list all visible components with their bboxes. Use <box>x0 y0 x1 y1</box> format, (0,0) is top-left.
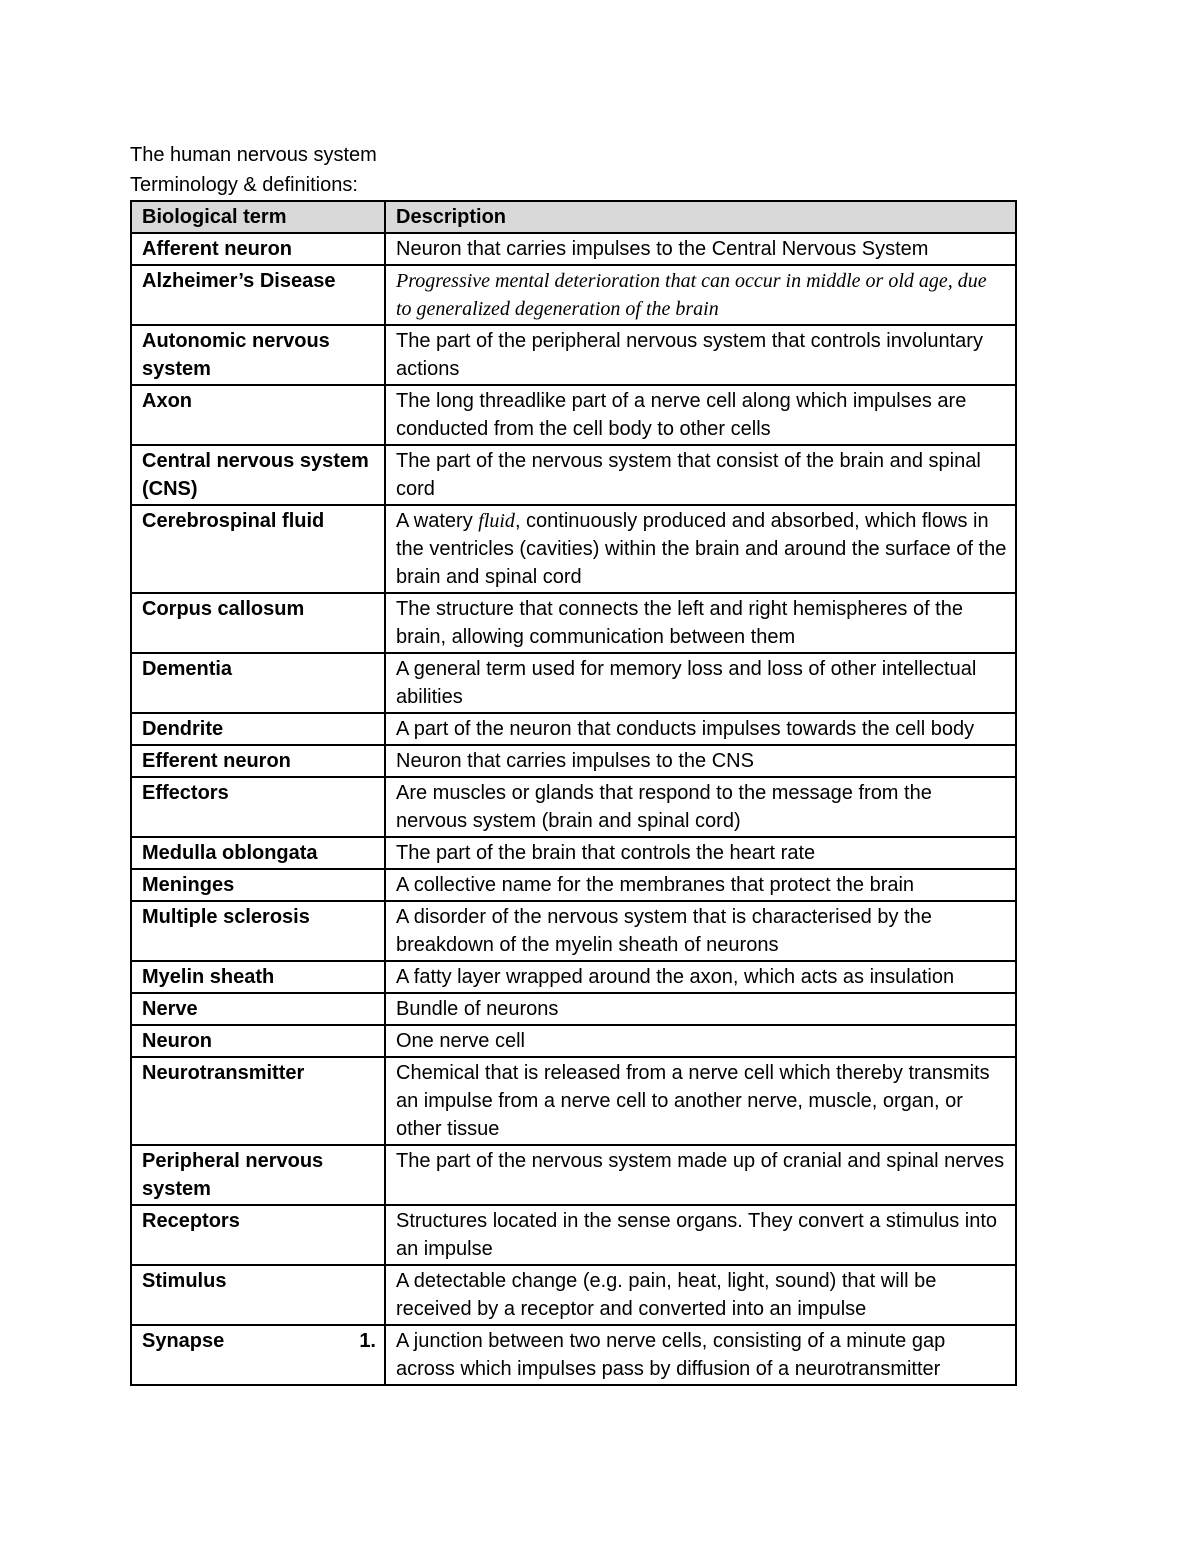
table-row <box>131 385 1016 445</box>
term-cell: Effectors <box>131 777 385 837</box>
description-cell: Neuron that carries impulses to the CNS <box>385 745 1016 777</box>
description-cell: A detectable change (e.g. pain, heat, light, sound) that will be received by a receptor and converted into an impulse <box>385 1265 1016 1325</box>
description-cell: A junction between two nerve cells, consisting of a minute gap across which impulses pass by diffusion of a neurotransmitter <box>385 1325 1016 1385</box>
table-row <box>131 901 1016 961</box>
description-cell: One nerve cell <box>385 1025 1016 1057</box>
table-row <box>131 1205 1016 1265</box>
table-row <box>131 265 1016 325</box>
table-row <box>131 837 1016 869</box>
term-cell: Stimulus <box>131 1265 385 1325</box>
description-cell: Progressive mental deterioration that can occur in middle or old age, due to generalized degeneration of the brain <box>385 265 1016 325</box>
term-cell: Meninges <box>131 869 385 901</box>
description-cell: The long threadlike part of a nerve cell along which impulses are conducted from the cell body to other cells <box>385 385 1016 445</box>
description-cell: The part of the nervous system made up of cranial and spinal nerves <box>385 1145 1016 1205</box>
term-suffix: 1. <box>359 1330 376 1352</box>
table-header-row <box>131 201 1016 233</box>
table-row <box>131 869 1016 901</box>
description-cell: Neuron that carries impulses to the Central Nervous System <box>385 233 1016 265</box>
term-cell <box>131 1325 385 1385</box>
terminology-table <box>130 200 1017 1386</box>
term-cell: Dendrite <box>131 713 385 745</box>
description-cell: A collective name for the membranes that protect the brain <box>385 869 1016 901</box>
term-cell: Alzheimer’s Disease <box>131 265 385 325</box>
term-cell: Corpus callosum <box>131 593 385 653</box>
table-row <box>131 1145 1016 1205</box>
description-cell: Structures located in the sense organs. They convert a stimulus into an impulse <box>385 1205 1016 1265</box>
description-cell: Chemical that is released from a nerve cell which thereby transmits an impulse from a nerve cell to another nerve, muscle, organ, or other tissue <box>385 1057 1016 1145</box>
term-cell: Axon <box>131 385 385 445</box>
term-cell: Efferent neuron <box>131 745 385 777</box>
description-text: , continuously produced and absorbed, which flows in the ventricles (cavities) within the brain and around the surface of the brain and spinal cord <box>396 510 1007 588</box>
table-row <box>131 713 1016 745</box>
table-row <box>131 745 1016 777</box>
term-cell: Receptors <box>131 1205 385 1265</box>
term-wrap <box>142 1327 376 1355</box>
term-cell: Peripheral nervous system <box>131 1145 385 1205</box>
term-cell: Neurotransmitter <box>131 1057 385 1145</box>
table-row <box>131 961 1016 993</box>
term-text: Synapse <box>142 1330 225 1352</box>
description-cell: The part of the brain that controls the heart rate <box>385 837 1016 869</box>
document-title: The human nervous system <box>130 144 377 166</box>
description-italic-text: fluid <box>478 510 515 532</box>
term-cell: Multiple sclerosis <box>131 901 385 961</box>
description-cell: The part of the peripheral nervous system that controls involuntary actions <box>385 325 1016 385</box>
term-cell: Medulla oblongata <box>131 837 385 869</box>
table-row <box>131 777 1016 837</box>
description-cell: A disorder of the nervous system that is characterised by the breakdown of the myelin sheath of neurons <box>385 901 1016 961</box>
term-cell: Autonomic nervous system <box>131 325 385 385</box>
term-cell: Dementia <box>131 653 385 713</box>
table-row <box>131 593 1016 653</box>
description-text: A watery <box>396 510 479 532</box>
table-row <box>131 993 1016 1025</box>
term-cell: Neuron <box>131 1025 385 1057</box>
table-row <box>131 505 1016 593</box>
description-cell: A general term used for memory loss and loss of other intellectual abilities <box>385 653 1016 713</box>
term-cell: Central nervous system (CNS) <box>131 445 385 505</box>
description-cell: The part of the nervous system that consist of the brain and spinal cord <box>385 445 1016 505</box>
description-cell: A part of the neuron that conducts impulses towards the cell body <box>385 713 1016 745</box>
term-cell: Myelin sheath <box>131 961 385 993</box>
column-header-description: Description <box>385 201 1016 233</box>
description-cell <box>385 505 1016 593</box>
table-row <box>131 1025 1016 1057</box>
term-cell: Afferent neuron <box>131 233 385 265</box>
table-row <box>131 233 1016 265</box>
description-cell: The structure that connects the left and right hemispheres of the brain, allowing communication between them <box>385 593 1016 653</box>
document-page <box>130 140 1015 1386</box>
column-header-term: Biological term <box>131 201 385 233</box>
table-row <box>131 325 1016 385</box>
document-subtitle: Terminology & definitions: <box>130 174 358 196</box>
table-row <box>131 653 1016 713</box>
term-cell: Nerve <box>131 993 385 1025</box>
table-row <box>131 1265 1016 1325</box>
term-cell: Cerebrospinal fluid <box>131 505 385 593</box>
description-cell: Are muscles or glands that respond to the message from the nervous system (brain and spinal cord) <box>385 777 1016 837</box>
table-row <box>131 1057 1016 1145</box>
table-row <box>131 445 1016 505</box>
description-cell: A fatty layer wrapped around the axon, which acts as insulation <box>385 961 1016 993</box>
description-cell: Bundle of neurons <box>385 993 1016 1025</box>
table-row <box>131 1325 1016 1385</box>
